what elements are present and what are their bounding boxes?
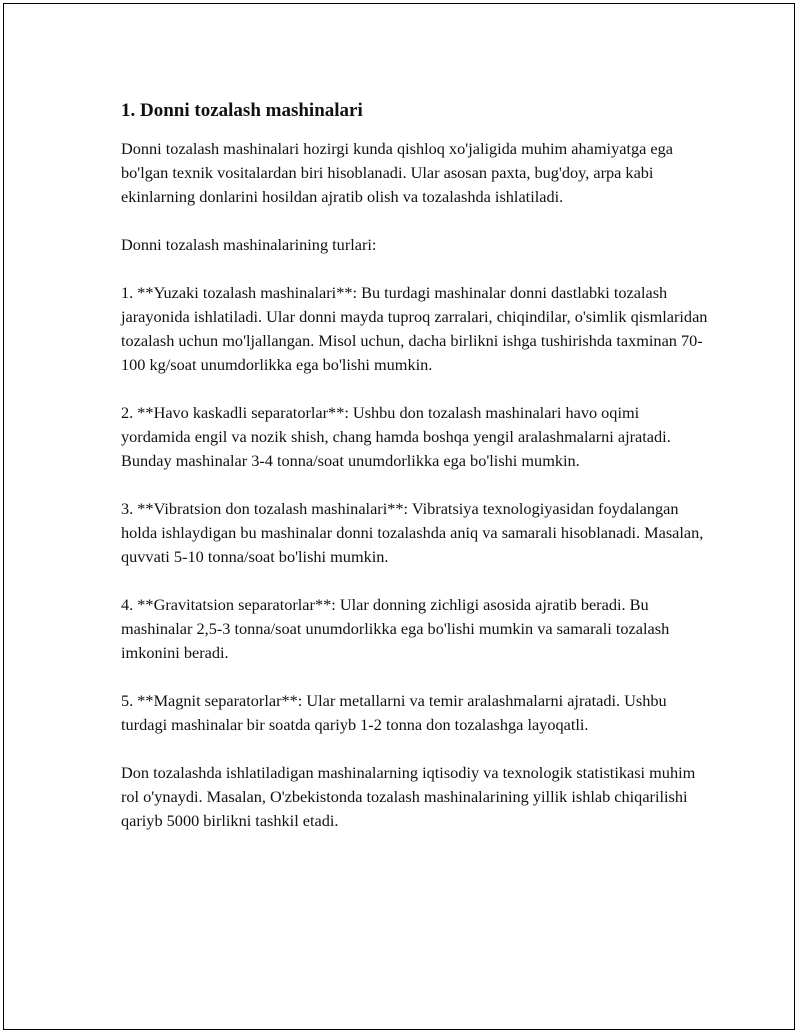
paragraph-conclusion: Don tozalashda ishlatiladigan mashinalarning iqtisodiy va texnologik statistikasi muhim rol o'ynaydi. Masalan, O'zbekistonda tozalash mashinalarining yillik ishlab chiqarilishi qariyb 5000 birlikni tashkil etadi. [121,763,696,830]
document-body [121,99,711,857]
paragraph-item-5: 5. **Magnit separatorlar**: Ular metallarni va temir aralashmalarni ajratadi. Ushbu turdagi mashinalar bir soatda qariyb 1-2 tonna don tozalashga layoqatli. [121,691,667,734]
paragraph-item-1: 1. **Yuzaki tozalash mashinalari**: Bu turdagi mashinalar donni dastlabki tozalash jarayonida ishlatiladi. Ular donni mayda tuproq zarralari, chiqindilar, o'simlik qismlaridan tozalash uchun mo'ljallangan. Misol uchun, dacha birlikni ishga tushirishda taxminan 70-100 kg/soat unumdorlikka ega bo'lishi mumkin. [121,283,708,374]
paragraph-item-4: 4. **Gravitatsion separatorlar**: Ular donning zichligi asosida ajratib beradi. Bu mashinalar 2,5-3 tonna/soat unumdorlikka ega bo'lishi mumkin va samarali tozalash imkonini beradi. [121,595,670,662]
paragraph-item-2: 2. **Havo kaskadli separatorlar**: Ushbu don tozalash mashinalari havo oqimi yordamida engil va nozik shish, chang hamda boshqa yengil aralashmalarni ajratadi. Bunday mashinalar 3-4 tonna/soat unumdorlikka ega bo'lishi mumkin. [121,403,671,470]
document-title: 1. Donni tozalash mashinalari [121,100,363,121]
page-frame [3,3,795,1030]
paragraph-types-heading: Donni tozalash mashinalarining turlari: [121,235,377,254]
paragraph-intro: Donni tozalash mashinalari hozirgi kunda qishloq xo'jaligida muhim ahamiyatga ega bo'lgan texnik vositalardan biri hisoblanadi. Ular asosan paxta, bug'doy, arpa kabi ekinlarning donlarini hosildan ajratib olish va tozalashda ishlatiladi. [121,139,673,206]
paragraph-item-3: 3. **Vibratsion don tozalash mashinalari**: Vibratsiya texnologiyasidan foydalangan holda ishlaydigan bu mashinalar donni tozalashda aniq va samarali hisoblanadi. Masalan, quvvati 5-10 tonna/soat bo'lishi mumkin. [121,499,704,566]
